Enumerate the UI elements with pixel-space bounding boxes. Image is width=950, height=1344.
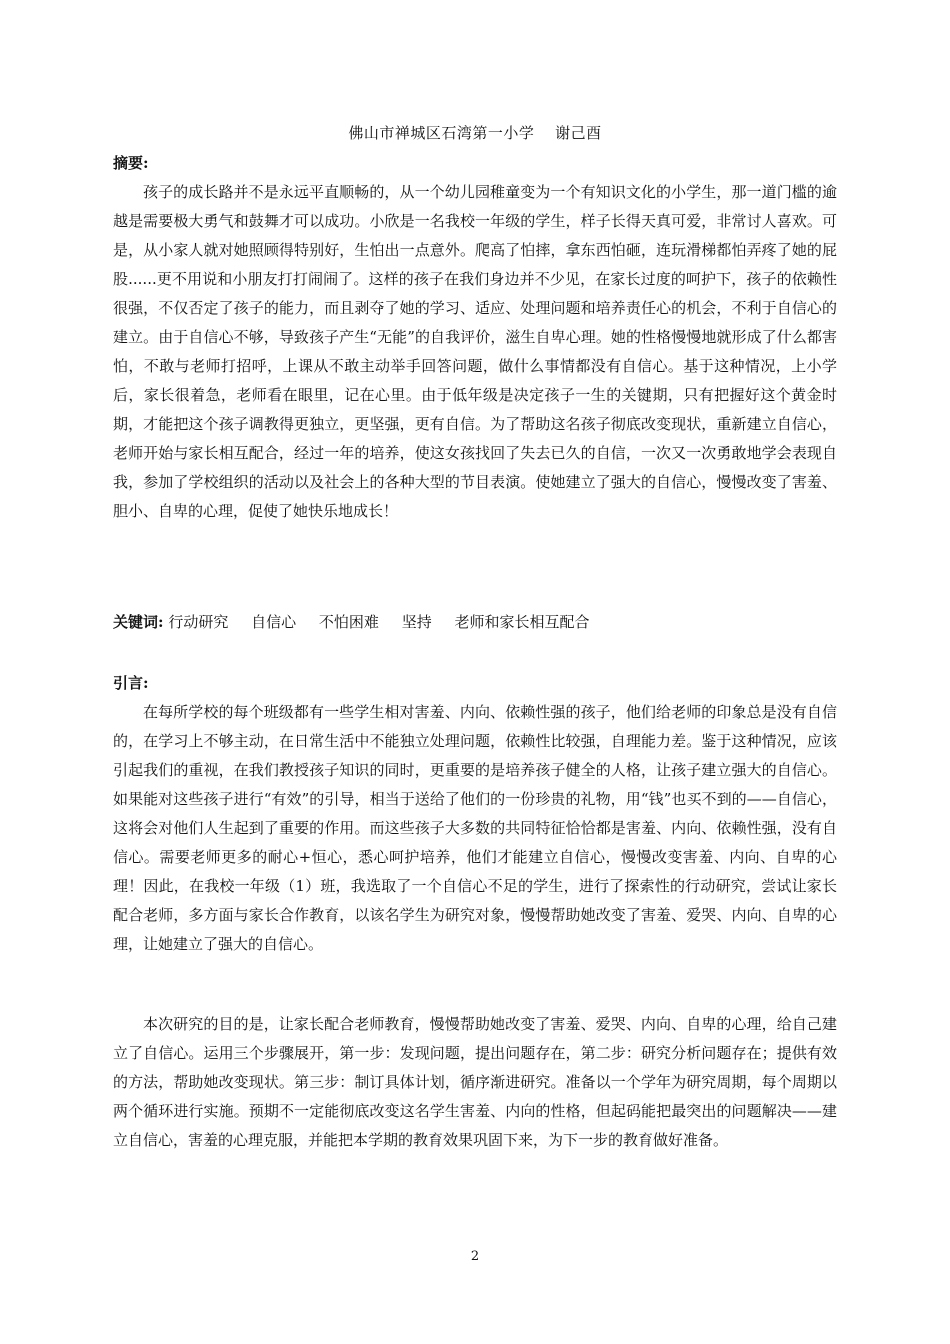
introduction-paragraph-2: 本次研究的目的是，让家长配合老师教育，慢慢帮助她改变了害羞、爱哭、内向、自卑的心理，给自己建立了自信心。运用三个步骤展开，第一步：发现问题，提出问题存在，第二步：研究分析问题存在；提供有效的方法，帮助她改变现状。第三步：制订具体计划，循序渐进研究。准备以一个学年为研究周期，每个周期以两个循环进行实施。预期不一定能彻底改变这名学生害羞、内向的性格，但起码能把最突出的问题解决——建立自信心，害羞的心理克服，并能把本学期的教育效果巩固下来，为下一步的教育做好准备。	[113, 1015, 837, 1149]
keyword-item: 自信心	[251, 613, 297, 631]
page-number: 2	[470, 1249, 480, 1264]
introduction-label: 引言:	[113, 674, 149, 692]
keyword-item: 行动研究	[168, 613, 229, 631]
introduction-paragraph-1: 在每所学校的每个班级都有一些学生相对害羞、内向、依赖性强的孩子，他们给老师的印象总是没有自信的，在学习上不够主动，在日常生活中不能独立处理问题，依赖性比较强，自理能力差。鉴于这种情况，应该引起我们的重视，在我们教授孩子知识的同时，更重要的是培养孩子健全的人格，让孩子建立强大的自信心。如果能对这些孩子进行“有效”的引导，相当于送给了他们的一份珍贵的礼物，用“钱”也买不到的——自信心，这将会对他们人生起到了重要的作用。而这些孩子大多数的共同特征恰恰都是害羞、内向、依赖性强，没有自信心。需要老师更多的耐心+恒心，悉心呵护培养，他们才能建立自信心，慢慢改变害羞、内向、自卑的心理！因此，在我校一年级（1）班，我选取了一个自信心不足的学生，进行了探索性的行动研究，尝试让家长配合老师，多方面与家长合作教育，以该名学生为研究对象，慢慢帮助她改变了害羞、爱哭、内向、自卑的心理，让她建立了强大的自信心。	[113, 703, 837, 953]
keywords-line	[113, 610, 608, 634]
abstract-label: 摘要:	[113, 154, 149, 172]
keyword-item: 老师和家长相互配合	[454, 613, 590, 631]
author-affiliation: 佛山市禅城区石湾第一小学 谢己酉	[348, 124, 602, 142]
keyword-item: 不怕困难	[318, 613, 379, 631]
keyword-item: 坚持	[401, 613, 432, 631]
abstract-paragraph: 孩子的成长路并不是永远平直顺畅的，从一个幼儿园稚童变为一个有知识文化的小学生，那一道门槛的逾越是需要极大勇气和鼓舞才可以成功。小欣是一名我校一年级的学生，样子长得天真可爱，非常讨人喜欢。可是，从小家人就对她照顾得特别好，生怕出一点意外。爬高了怕摔，拿东西怕砸，连玩滑梯都怕弄疼了她的屁股......更不用说和小朋友打打闹闹了。这样的孩子在我们身边并不少见，在家长过度的呵护下，孩子的依赖性很强，不仅否定了孩子的能力，而且剥夺了她的学习、适应、处理问题和培养责任心的机会，不利于自信心的建立。由于自信心不够，导致孩子产生“无能”的自我评价，滋生自卑心理。她的性格慢慢地就形成了什么都害怕，不敢与老师打招呼，上课从不敢主动举手回答问题，做什么事情都没有自信心。基于这种情况，上小学后，家长很着急，老师看在眼里，记在心里。由于低年级是决定孩子一生的关键期，只有把握好这个黄金时期，才能把这个孩子调教得更独立，更坚强，更有自信。为了帮助这名孩子彻底改变现状，重新建立自信心，老师开始与家长相互配合，经过一年的培养，使这女孩找回了失去已久的自信，一次又一次勇敢地学会表现自我，参加了学校组织的活动以及社会上的各种大型的节目表演。使她建立了强大的自信心，慢慢改变了害羞、胆小、自卑的心理，促使了她快乐地成长！	[113, 183, 837, 520]
keywords-label: 关键词:	[113, 613, 164, 631]
